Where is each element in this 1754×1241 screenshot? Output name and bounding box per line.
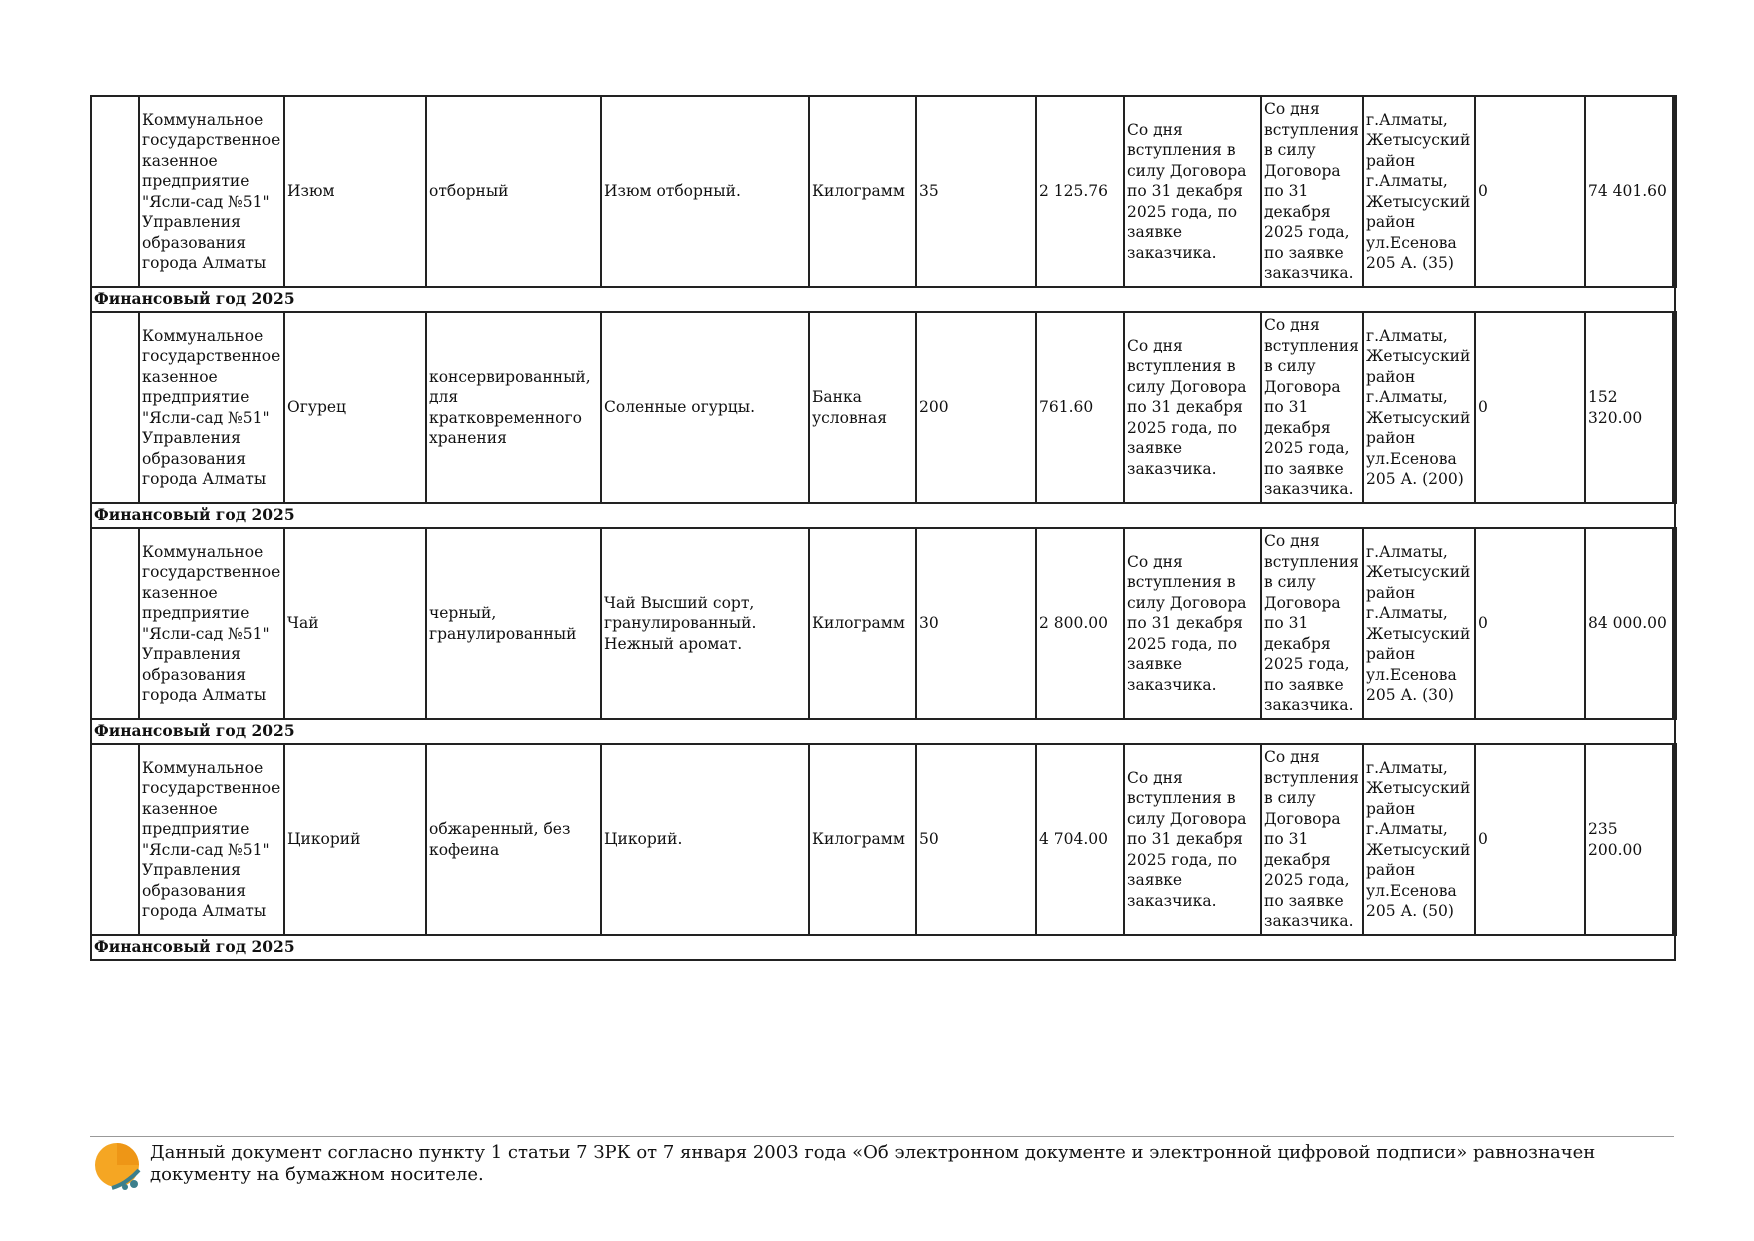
cell-name: Огурец <box>284 312 426 503</box>
cell-term2: Со дня вступления в силу Договора по 31 декабря 2025 года, по заявке заказчика. <box>1261 528 1363 719</box>
cell-customer: Коммунальное государственное казенное предприятие "Ясли-сад №51" Управления образования города Алматы <box>139 312 284 503</box>
cell-blank <box>1673 744 1675 935</box>
legal-notice: Данный документ согласно пункту 1 статьи 7 ЗРК от 7 января 2003 года «Об электронном документе и электронной цифровой подписи» равнозначен документу на бумажном носителе. <box>150 1142 1596 1185</box>
cell-place: г.Алматы, Жетысуский район г.Алматы, Жетысуский район ул.Есенова 205 А. (200) <box>1363 312 1475 503</box>
cell-name: Чай <box>284 528 426 719</box>
cell-blank <box>1673 312 1675 503</box>
cell-price: 2 125.76 <box>1036 96 1124 287</box>
cell-characteristic: отборный <box>426 96 601 287</box>
cell-place: г.Алматы, Жетысуский район г.Алматы, Жетысуский район ул.Есенова 205 А. (50) <box>1363 744 1475 935</box>
cell-customer: Коммунальное государственное казенное предприятие "Ясли-сад №51" Управления образования города Алматы <box>139 528 284 719</box>
cell-unit: Банка условная <box>809 312 916 503</box>
table-row <box>91 312 1675 503</box>
cell-qty: 30 <box>916 528 1036 719</box>
cell-customer: Коммунальное государственное казенное предприятие "Ясли-сад №51" Управления образования города Алматы <box>139 96 284 287</box>
fiscal-year-label: Финансовый год 2025 <box>91 935 1675 960</box>
fiscal-year-label: Финансовый год 2025 <box>91 287 1675 312</box>
table-row <box>91 96 1675 287</box>
egov-sun-logo-icon <box>92 1140 144 1192</box>
fiscal-year-label: Финансовый год 2025 <box>91 503 1675 528</box>
cell-price: 2 800.00 <box>1036 528 1124 719</box>
cell-advance: 0 <box>1475 312 1585 503</box>
cell-customer: Коммунальное государственное казенное предприятие "Ясли-сад №51" Управления образования города Алматы <box>139 744 284 935</box>
cell-unit: Килограмм <box>809 528 916 719</box>
cell-extra: Соленные огурцы. <box>601 312 809 503</box>
cell-advance: 0 <box>1475 528 1585 719</box>
cell-term: Со дня вступления в силу Договора по 31 декабря 2025 года, по заявке заказчика. <box>1124 528 1261 719</box>
cell-num <box>91 744 139 935</box>
logo-mark-dot <box>130 1180 138 1188</box>
cell-term: Со дня вступления в силу Договора по 31 декабря 2025 года, по заявке заказчика. <box>1124 96 1261 287</box>
cell-num <box>91 528 139 719</box>
cell-term: Со дня вступления в силу Договора по 31 декабря 2025 года, по заявке заказчика. <box>1124 744 1261 935</box>
logo-mark-dot <box>122 1184 128 1190</box>
cell-place: г.Алматы, Жетысуский район г.Алматы, Жетысуский район ул.Есенова 205 А. (35) <box>1363 96 1475 287</box>
cell-unit: Килограмм <box>809 96 916 287</box>
cell-qty: 50 <box>916 744 1036 935</box>
fiscal-year-row <box>91 503 1675 528</box>
footer-divider <box>90 1136 1674 1137</box>
cell-name: Изюм <box>284 96 426 287</box>
cell-sum: 235 200.00 <box>1585 744 1673 935</box>
cell-price: 761.60 <box>1036 312 1124 503</box>
cell-advance: 0 <box>1475 96 1585 287</box>
fiscal-year-row <box>91 935 1675 960</box>
cell-extra: Цикорий. <box>601 744 809 935</box>
fiscal-year-label: Финансовый год 2025 <box>91 719 1675 744</box>
cell-unit: Килограмм <box>809 744 916 935</box>
cell-extra: Изюм отборный. <box>601 96 809 287</box>
cell-characteristic: черный, гранулированный <box>426 528 601 719</box>
cell-term: Со дня вступления в силу Договора по 31 декабря 2025 года, по заявке заказчика. <box>1124 312 1261 503</box>
cell-place: г.Алматы, Жетысуский район г.Алматы, Жетысуский район ул.Есенова 205 А. (30) <box>1363 528 1475 719</box>
cell-sum: 152 320.00 <box>1585 312 1673 503</box>
cell-characteristic: обжаренный, без кофеина <box>426 744 601 935</box>
cell-name: Цикорий <box>284 744 426 935</box>
fiscal-year-row <box>91 287 1675 312</box>
table-row <box>91 744 1675 935</box>
cell-characteristic: консервированный, для кратковременного хранения <box>426 312 601 503</box>
cell-term2: Со дня вступления в силу Договора по 31 декабря 2025 года, по заявке заказчика. <box>1261 96 1363 287</box>
cell-blank <box>1673 96 1675 287</box>
cell-term2: Со дня вступления в силу Договора по 31 декабря 2025 года, по заявке заказчика. <box>1261 744 1363 935</box>
cell-qty: 35 <box>916 96 1036 287</box>
cell-qty: 200 <box>916 312 1036 503</box>
cell-advance: 0 <box>1475 744 1585 935</box>
table-row <box>91 528 1675 719</box>
cell-extra: Чай Высший сорт, гранулированный. Нежный аромат. <box>601 528 809 719</box>
cell-num <box>91 312 139 503</box>
fiscal-year-row <box>91 719 1675 744</box>
cell-num <box>91 96 139 287</box>
cell-price: 4 704.00 <box>1036 744 1124 935</box>
cell-sum: 84 000.00 <box>1585 528 1673 719</box>
procurement-table <box>90 95 1677 961</box>
cell-blank <box>1673 528 1675 719</box>
logo-sun-shade <box>117 1143 139 1165</box>
cell-sum: 74 401.60 <box>1585 96 1673 287</box>
cell-term2: Со дня вступления в силу Договора по 31 декабря 2025 года, по заявке заказчика. <box>1261 312 1363 503</box>
